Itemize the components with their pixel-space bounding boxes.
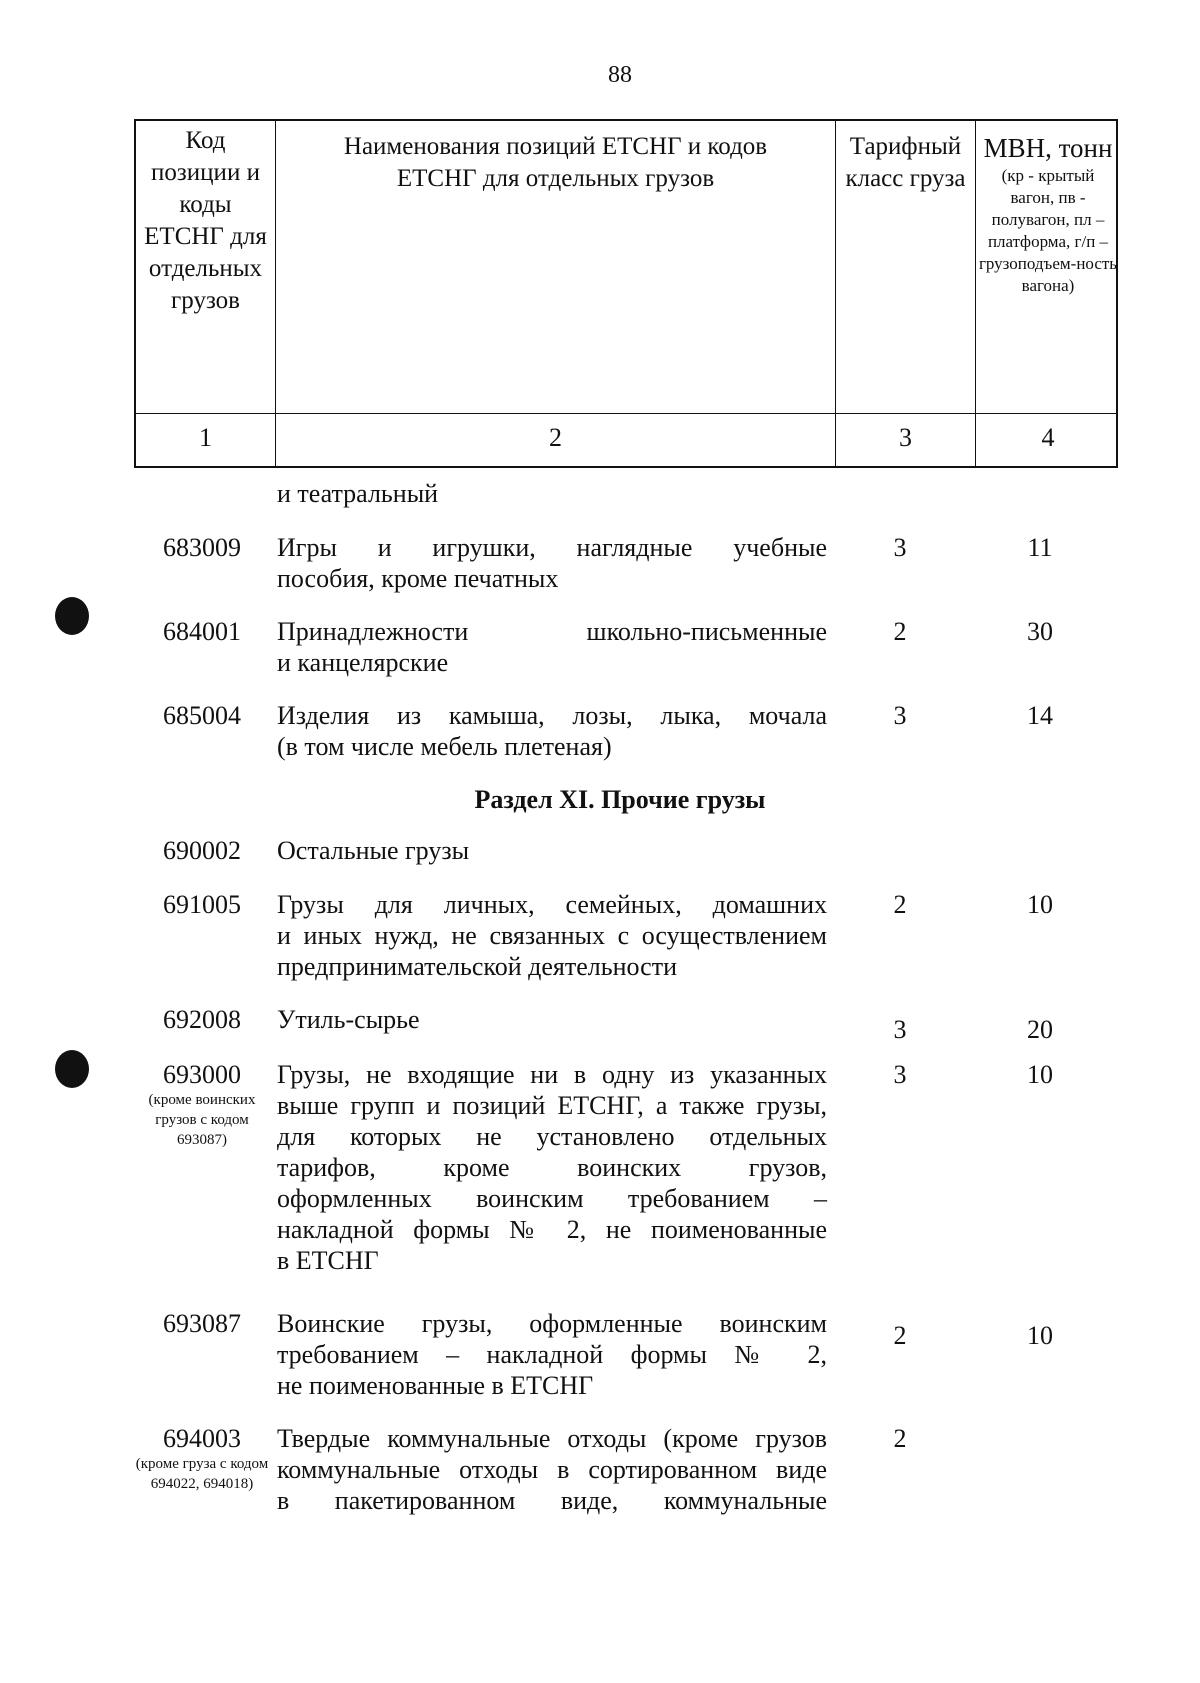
row-code: 683009 (163, 533, 241, 562)
row-name (277, 1308, 827, 1401)
row-name-line: в пакетированном виде, коммунальные (277, 1486, 827, 1515)
row-name-line: требованием – накладной формы № 2, (277, 1340, 827, 1369)
row-name-line: Принадлежности школьно-письменные (277, 617, 827, 646)
header-name-label: Наименования позиций ЕТСНГ и кодов ЕТСНГ для отдельных грузов (343, 133, 768, 192)
row-class: 2 (893, 1424, 907, 1453)
row-code-note: (кроме воинских грузов с кодом 693087) (148, 1092, 256, 1148)
header-col-name (276, 121, 836, 466)
header-divider (136, 413, 1116, 414)
row-code: 690002 (163, 836, 241, 865)
row-code: 694003 (163, 1424, 241, 1453)
row-class: 2 (893, 1321, 907, 1350)
row-name-line: в ЕТСНГ (277, 1246, 379, 1275)
punch-hole (55, 1050, 89, 1088)
continuation-text: и театральный (277, 479, 439, 508)
row-name-line: тарифов, кроме воинских грузов, (277, 1153, 827, 1182)
row-mbn: 10 (1027, 890, 1053, 919)
header-col-mbn (976, 121, 1120, 466)
row-name-line: Изделия из камыша, лозы, лыка, мочала (277, 701, 827, 730)
row-name (277, 1004, 827, 1035)
row-mbn: 11 (1027, 533, 1053, 562)
header-code-label: Код позиции и коды ЕТСНГ для отдельных грузов (144, 127, 267, 314)
row-name-line: Твердые коммунальные отходы (кроме грузов (277, 1424, 827, 1453)
row-name-line: коммунальные отходы в сортированном виде (277, 1455, 827, 1484)
row-name-line: оформленных воинским требованием – (277, 1184, 827, 1213)
header-col-number: 1 (199, 423, 212, 452)
row-name-line: Грузы для личных, семейных, домашних (277, 890, 827, 919)
row-name-line: (в том числе мебель плетеная) (277, 732, 612, 761)
row-code: 691005 (163, 890, 241, 919)
row-code: 693087 (163, 1309, 241, 1338)
row-name (277, 616, 827, 678)
row-mbn: 10 (1027, 1060, 1053, 1089)
header-col-number: 2 (549, 423, 562, 452)
row-name-line: и канцелярские (277, 648, 449, 677)
row-code-block (140, 1059, 264, 1150)
page-number: 88 (608, 62, 632, 88)
row-mbn: 30 (1027, 617, 1053, 646)
row-name-line: Грузы, не входящие ни в одну из указанных (277, 1060, 827, 1089)
header-col-number: 3 (899, 423, 912, 452)
row-name-line: Воинские грузы, оформленные воинским (277, 1309, 827, 1338)
row-name-line: пособия, кроме печатных (277, 564, 559, 593)
row-class: 2 (893, 890, 907, 919)
row-class: 3 (893, 1060, 907, 1089)
row-code: 684001 (163, 617, 241, 646)
row-code: 692008 (163, 1005, 241, 1034)
row-name (277, 889, 827, 982)
row-class: 2 (893, 617, 907, 646)
header-mbn-label (978, 131, 1118, 297)
row-name-line: выше групп и позиций ЕТСНГ, а также грузы, (277, 1091, 827, 1120)
row-code: 693000 (163, 1060, 241, 1089)
section-title: Раздел XI. Прочие грузы (474, 785, 766, 814)
row-name (277, 1059, 827, 1276)
punch-hole (55, 597, 89, 635)
row-name-line: накладной формы № 2, не поименованные (277, 1215, 827, 1244)
row-name-line: Утиль-сырье (277, 1005, 420, 1034)
row-name-line: и иных нужд, не связанных с осуществлением (277, 921, 827, 950)
row-class: 3 (893, 701, 907, 730)
header-col-code (136, 121, 276, 466)
row-name-line: для которых не установлено отдельных (277, 1122, 827, 1151)
row-name (277, 532, 827, 594)
row-code-note: (кроме груза с кодом 694022, 694018) (135, 1456, 269, 1492)
row-name-line: предпринимательской деятельности (277, 952, 677, 981)
header-mbn-note: (кр - крытый вагон, пв - полувагон, пл – платформа, г/п – грузоподъем-ность вагона) (978, 166, 1118, 295)
header-mbn-title: МВН, тонн (983, 133, 1113, 163)
row-mbn: 14 (1027, 701, 1053, 730)
table-header (134, 119, 1118, 468)
row-name-line: Остальные грузы (277, 836, 470, 865)
header-col-class (836, 121, 976, 466)
row-code-block (135, 1423, 269, 1494)
row-mbn: 10 (1027, 1321, 1053, 1350)
row-name-line: Игры и игрушки, наглядные учебные (277, 533, 827, 562)
header-col-number: 4 (1041, 423, 1055, 452)
row-name (277, 700, 827, 762)
row-name (277, 835, 827, 866)
header-class-label: Тарифный класс груза (845, 133, 966, 192)
row-class: 3 (893, 1015, 907, 1044)
row-name (277, 1423, 827, 1516)
row-code: 685004 (163, 701, 241, 730)
row-mbn: 20 (1027, 1015, 1053, 1044)
row-class: 3 (893, 533, 907, 562)
row-name-line: не поименованные в ЕТСНГ (277, 1371, 594, 1400)
